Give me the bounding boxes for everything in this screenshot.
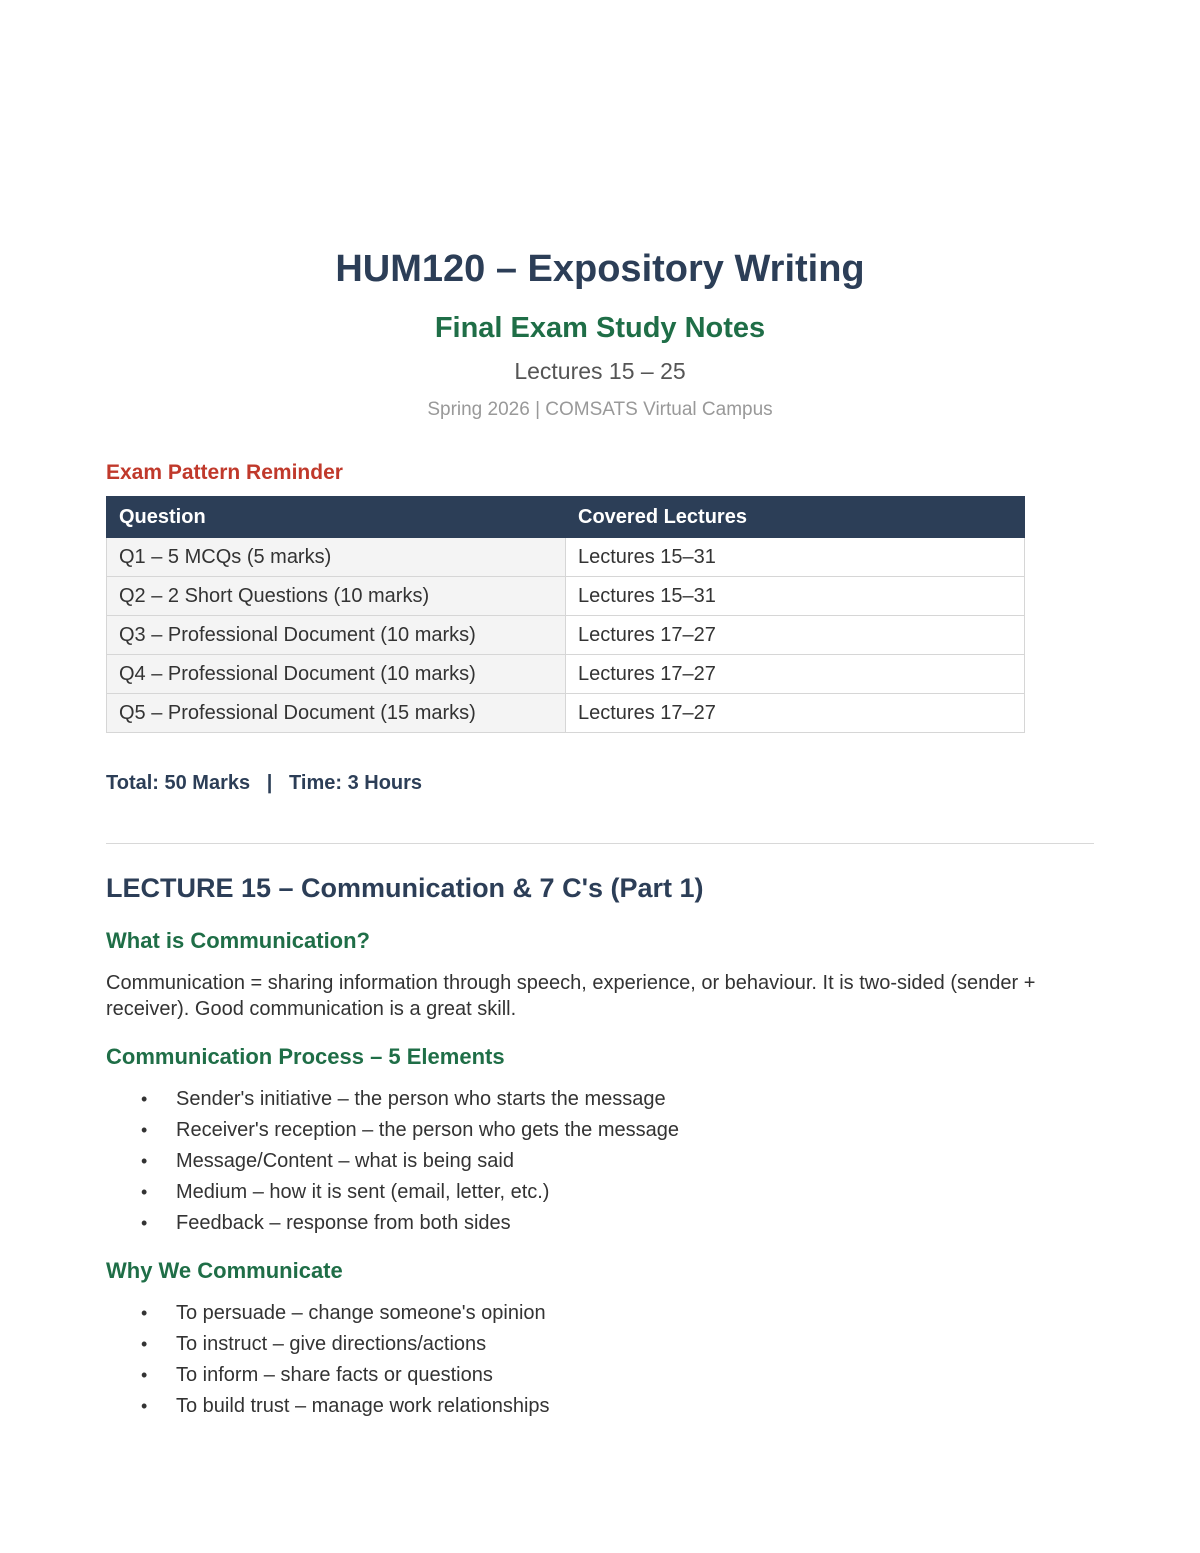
table-row bbox=[107, 538, 1025, 577]
bullet-icon: • bbox=[141, 1151, 148, 1171]
document-title: HUM120 – Expository Writing bbox=[335, 248, 865, 290]
what-is-communication-heading: What is Communication? bbox=[106, 928, 370, 953]
list-item bbox=[106, 1084, 1094, 1115]
list-item-text: Sender's initiative – the person who starts the message bbox=[176, 1088, 666, 1110]
table-cell-lectures: Lectures 17–27 bbox=[566, 655, 1025, 694]
why-we-communicate-list bbox=[106, 1298, 1094, 1422]
lecture-15-heading: LECTURE 15 – Communication & 7 C's (Part 1) bbox=[106, 873, 704, 903]
list-item bbox=[106, 1177, 1094, 1208]
table-cell-question: Q4 – Professional Document (10 marks) bbox=[107, 655, 566, 694]
list-item-text: To persuade – change someone's opinion bbox=[176, 1302, 546, 1324]
list-item-text: Feedback – response from both sides bbox=[176, 1212, 511, 1234]
document-subtitle: Final Exam Study Notes bbox=[434, 312, 766, 344]
table-row bbox=[107, 694, 1025, 733]
table-row bbox=[107, 616, 1025, 655]
exam-total-line: Total: 50 Marks | Time: 3 Hours bbox=[106, 772, 423, 794]
bullet-icon: • bbox=[141, 1182, 148, 1202]
list-item bbox=[106, 1115, 1094, 1146]
communication-process-list bbox=[106, 1084, 1094, 1239]
bullet-icon: • bbox=[141, 1334, 148, 1354]
list-item bbox=[106, 1391, 1094, 1422]
column-header-question: Question bbox=[107, 497, 566, 538]
list-item-text: To inform – share facts or questions bbox=[176, 1364, 493, 1386]
table-cell-lectures: Lectures 15–31 bbox=[566, 538, 1025, 577]
exam-pattern-table bbox=[106, 496, 1025, 733]
table-cell-question: Q5 – Professional Document (15 marks) bbox=[107, 694, 566, 733]
list-item bbox=[106, 1146, 1094, 1177]
bullet-icon: • bbox=[141, 1213, 148, 1233]
list-item-text: Message/Content – what is being said bbox=[176, 1150, 514, 1172]
bullet-icon: • bbox=[141, 1396, 148, 1416]
list-item bbox=[106, 1329, 1094, 1360]
table-header-row bbox=[107, 497, 1025, 538]
column-header-covered-lectures: Covered Lectures bbox=[566, 497, 1025, 538]
table-row bbox=[107, 655, 1025, 694]
communication-process-heading: Communication Process – 5 Elements bbox=[106, 1044, 505, 1069]
bullet-icon: • bbox=[141, 1120, 148, 1140]
exam-pattern-heading: Exam Pattern Reminder bbox=[106, 461, 343, 484]
table-cell-lectures: Lectures 17–27 bbox=[566, 694, 1025, 733]
list-item bbox=[106, 1360, 1094, 1391]
list-item-text: Medium – how it is sent (email, letter, etc.) bbox=[176, 1181, 550, 1203]
list-item-text: Receiver's reception – the person who gets the message bbox=[176, 1119, 679, 1141]
table-cell-question: Q2 – 2 Short Questions (10 marks) bbox=[107, 577, 566, 616]
section-divider bbox=[106, 843, 1094, 844]
list-item bbox=[106, 1208, 1094, 1239]
table-row bbox=[107, 577, 1025, 616]
table-cell-lectures: Lectures 15–31 bbox=[566, 577, 1025, 616]
bullet-icon: • bbox=[141, 1365, 148, 1385]
list-item bbox=[106, 1298, 1094, 1329]
lecture-range: Lectures 15 – 25 bbox=[514, 358, 686, 384]
table-cell-question: Q3 – Professional Document (10 marks) bbox=[107, 616, 566, 655]
why-we-communicate-heading: Why We Communicate bbox=[106, 1258, 343, 1283]
table-cell-question: Q1 – 5 MCQs (5 marks) bbox=[107, 538, 566, 577]
term-line: Spring 2026 | COMSATS Virtual Campus bbox=[427, 399, 773, 420]
communication-definition: Communication = sharing information through speech, experience, or behaviour. It is two-sided (sender + receiver). Good communication is a great skill. bbox=[106, 972, 1036, 1020]
table-cell-lectures: Lectures 17–27 bbox=[566, 616, 1025, 655]
list-item-text: To build trust – manage work relationships bbox=[176, 1395, 550, 1417]
list-item-text: To instruct – give directions/actions bbox=[176, 1333, 487, 1355]
bullet-icon: • bbox=[141, 1089, 148, 1109]
bullet-icon: • bbox=[141, 1303, 148, 1323]
